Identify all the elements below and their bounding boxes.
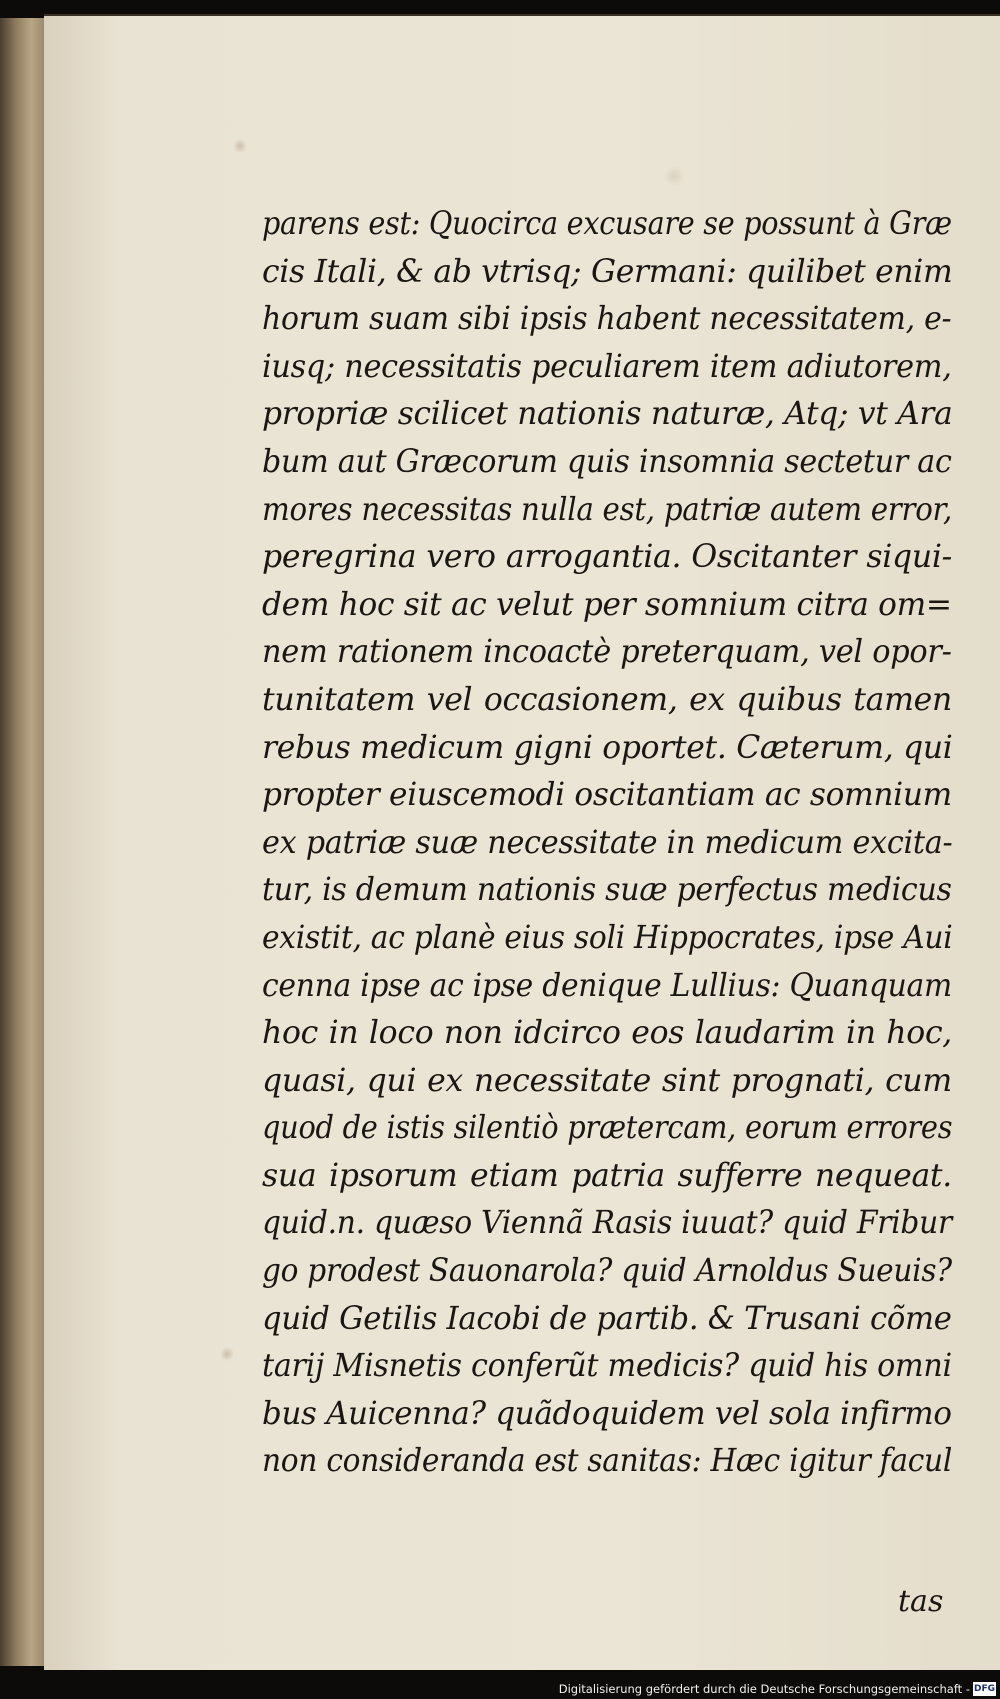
text-line: mores necessitas nulla est, patriæ autem error, xyxy=(262,491,953,528)
text-line: bus Auicenna? quãdoquidem vel sola infirmo xyxy=(262,1395,952,1432)
page-text xyxy=(262,201,952,1486)
text-line: dem hoc sit ac velut per somnium citra om= xyxy=(262,586,952,623)
text-line: non consideranda est sanitas: Hæc igitur facul xyxy=(262,1443,953,1480)
text-line: nem rationem incoactè preterquam, vel opor- xyxy=(262,634,952,671)
text-line: tarij Misnetis conferũt medicis? quid his omni xyxy=(262,1348,952,1385)
text-line: horum suam sibi ipsis habent necessitatem, e- xyxy=(262,301,952,338)
text-line: sua ipsorum etiam patria sufferre nequeat. xyxy=(262,1157,952,1194)
dfg-logo-icon: DFG xyxy=(973,1684,995,1694)
text-line: hoc in loco non idcirco eos laudarim in hoc, xyxy=(262,1015,952,1052)
text-line: quod de istis silentiò prætercam, eorum errores xyxy=(262,1110,953,1147)
text-line: tur, is demum nationis suæ perfectus medicus xyxy=(262,872,952,909)
text-line: propter eiuscemodi oscitantiam ac somnium xyxy=(262,777,952,814)
text-line: go prodest Sauonarola? quid Arnoldus Sueuis? xyxy=(262,1253,952,1290)
text-line: cenna ipse ac ipse denique Lullius: Quanquam xyxy=(262,967,952,1004)
text-line: ex patriæ suæ necessitate in medicum excita- xyxy=(262,824,953,861)
text-line: parens est: Quocirca excusare se possunt à Græ xyxy=(262,206,952,242)
text-line: peregrina vero arrogantia. Oscitanter siqui- xyxy=(262,539,952,576)
text-line: rebus medicum gigni oportet. Cæterum, qui xyxy=(262,729,953,766)
text-line: quid Getilis Iacobi de partib. & Trusani cõme xyxy=(262,1300,952,1337)
text-line: existit, ac planè eius soli Hippocrates, ipse Aui xyxy=(262,919,953,956)
text-line: bum aut Græcorum quis insomnia sectetur ac xyxy=(262,443,952,480)
text-line: quasi, qui ex necessitate sint prognati, cum xyxy=(262,1062,952,1099)
text-line: quid.n. quæso Viennã Rasis iuuat? quid Fribur xyxy=(262,1205,952,1242)
digitization-credit: Digitalisierung gefördert durch die Deutsche Forschungsgemeinschaft - xyxy=(558,1682,970,1696)
text-line: tunitatem vel occasionem, ex quibus tamen xyxy=(262,681,952,718)
text-line: propriæ scilicet nationis naturæ, Atq; vt Ara xyxy=(262,396,953,433)
text-line: iusq; necessitatis peculiarem item adiutorem, xyxy=(262,348,952,385)
text-line: cis Itali, & ab vtrisq; Germani: quilibet enim xyxy=(262,253,953,290)
catchword: tas xyxy=(898,1584,944,1619)
